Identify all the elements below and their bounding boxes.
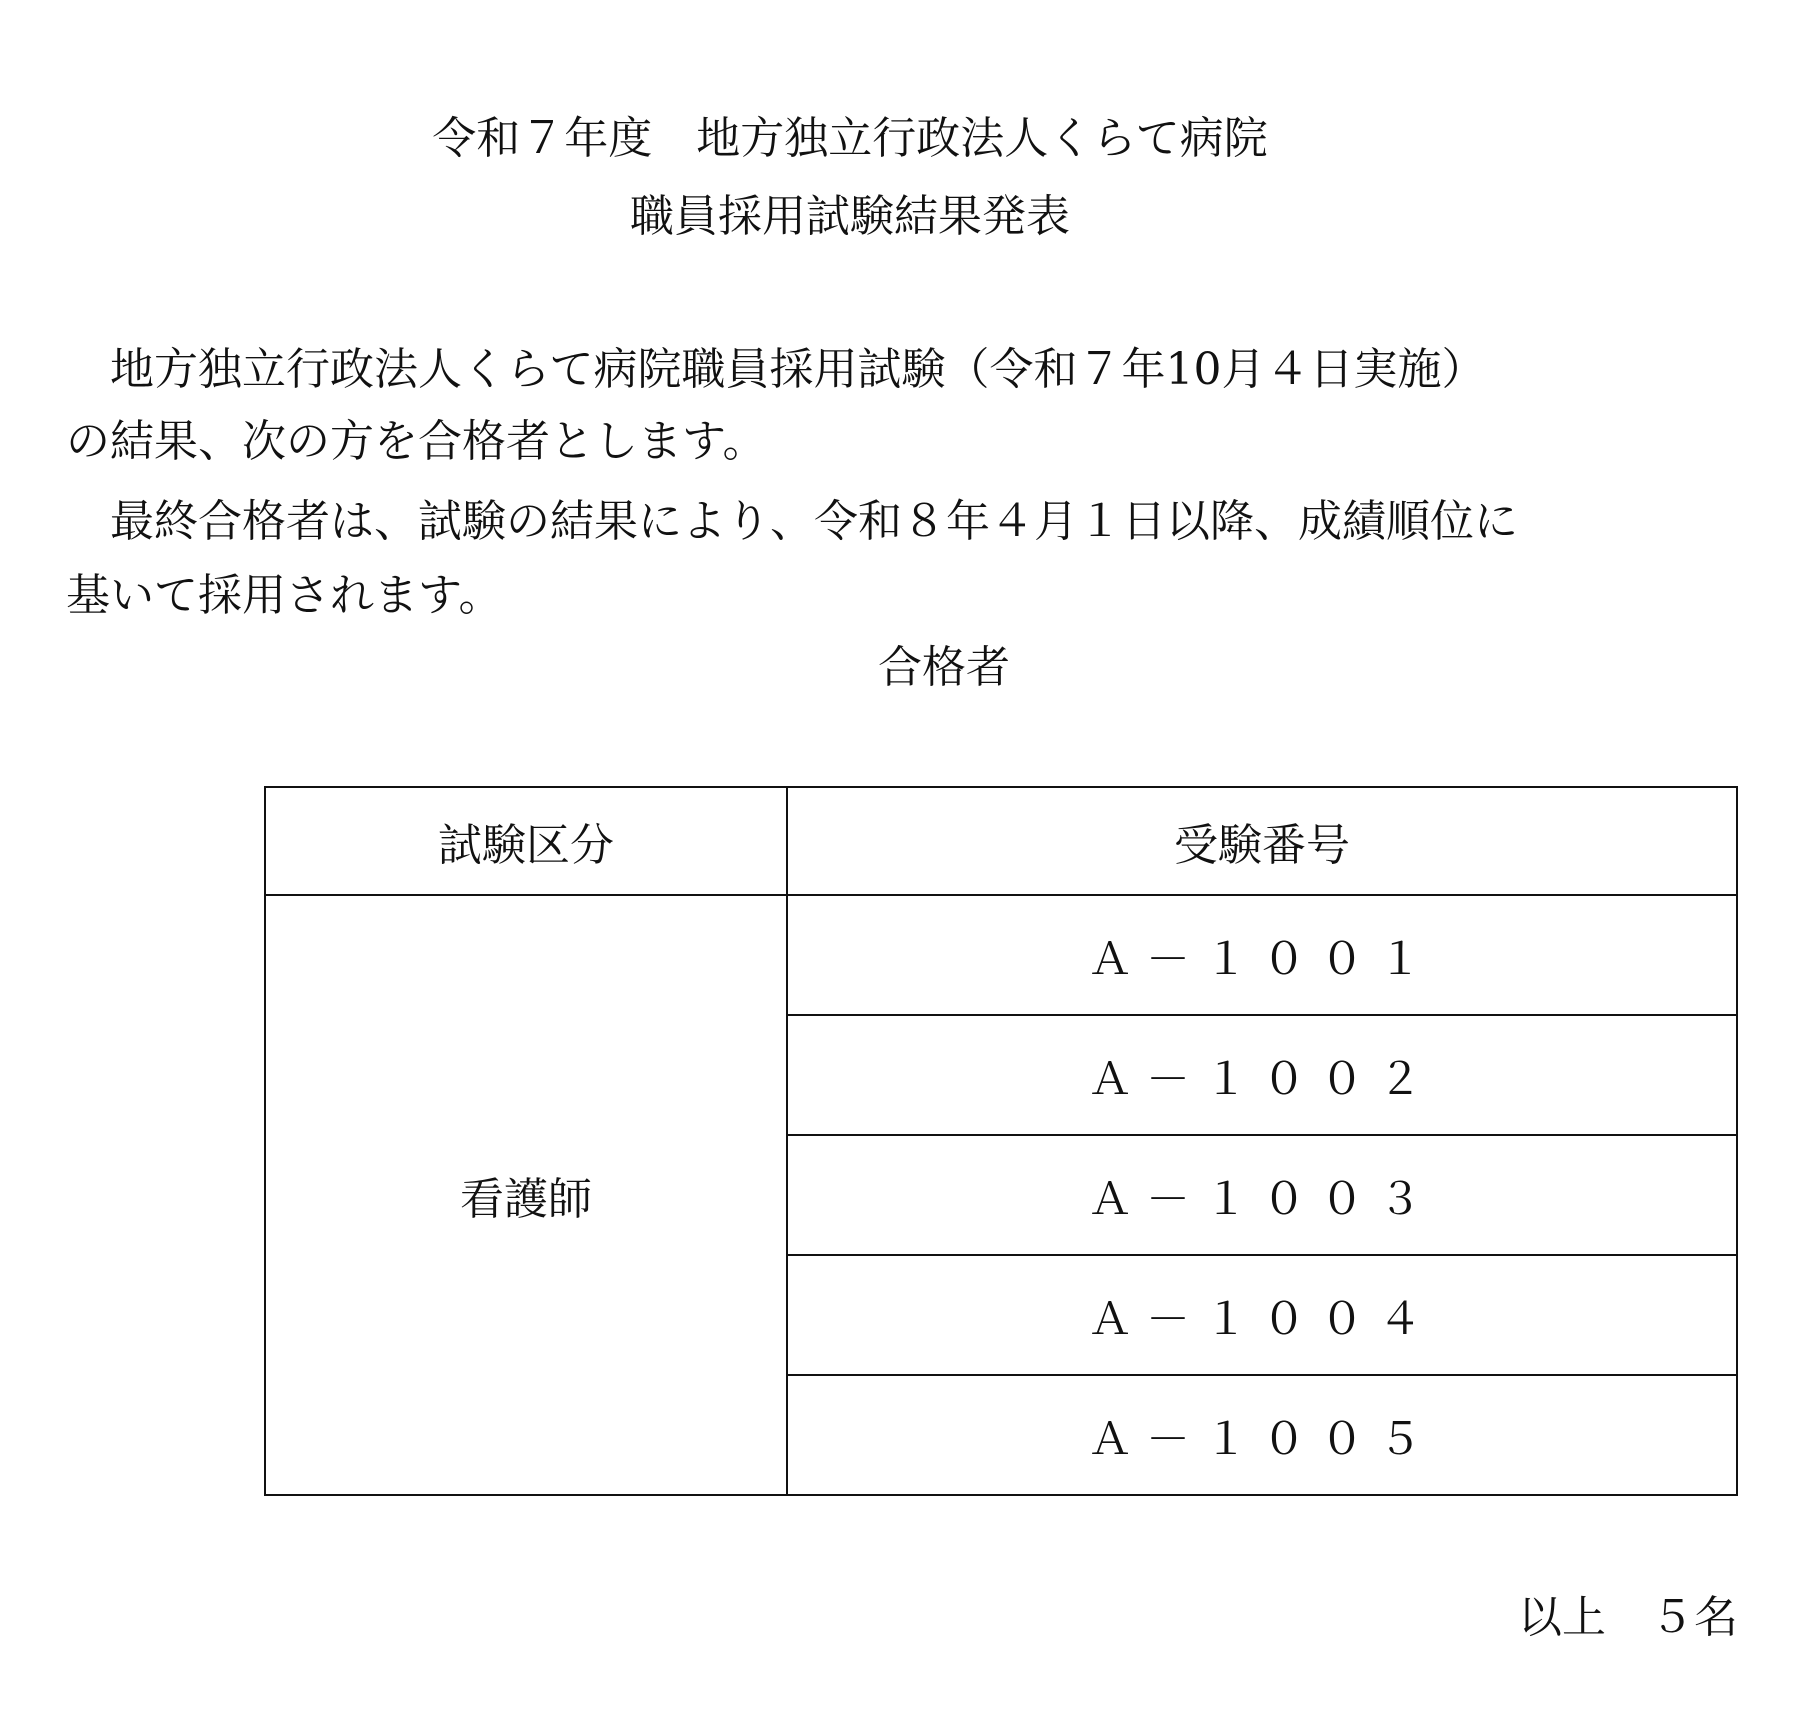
document-title-line-1: 令和７年度 地方独立行政法人くらて病院	[432, 113, 1268, 164]
document-title-line-2: 職員採用試験結果発表	[630, 191, 1070, 242]
table-header-row	[265, 787, 1737, 895]
exam-number-cell: Ａ－１００２	[787, 1015, 1737, 1135]
results-table	[264, 786, 1738, 1496]
paragraph-2-line-1: 最終合格者は、試験の結果により、令和８年４月１日以降、成績順位に	[66, 496, 1518, 547]
table-row	[265, 895, 1737, 1015]
paragraph-2-line-2: 基いて採用されます。	[66, 570, 503, 621]
paragraph-1-line-2: の結果、次の方を合格者とします。	[66, 416, 767, 467]
total-count-note: 以上 ５名	[1518, 1592, 1738, 1643]
header-exam-category: 試験区分	[265, 787, 787, 895]
header-exam-number: 受験番号	[787, 787, 1737, 895]
exam-number-cell: Ａ－１００４	[787, 1255, 1737, 1375]
section-heading-passers: 合格者	[878, 642, 1010, 693]
paragraph-1-line-1: 地方独立行政法人くらて病院職員採用試験（令和７年10月４日実施）	[66, 344, 1486, 395]
exam-number-cell: Ａ－１００３	[787, 1135, 1737, 1255]
exam-number-cell: Ａ－１００５	[787, 1375, 1737, 1495]
exam-number-cell: Ａ－１００１	[787, 895, 1737, 1015]
category-cell: 看護師	[265, 895, 787, 1495]
